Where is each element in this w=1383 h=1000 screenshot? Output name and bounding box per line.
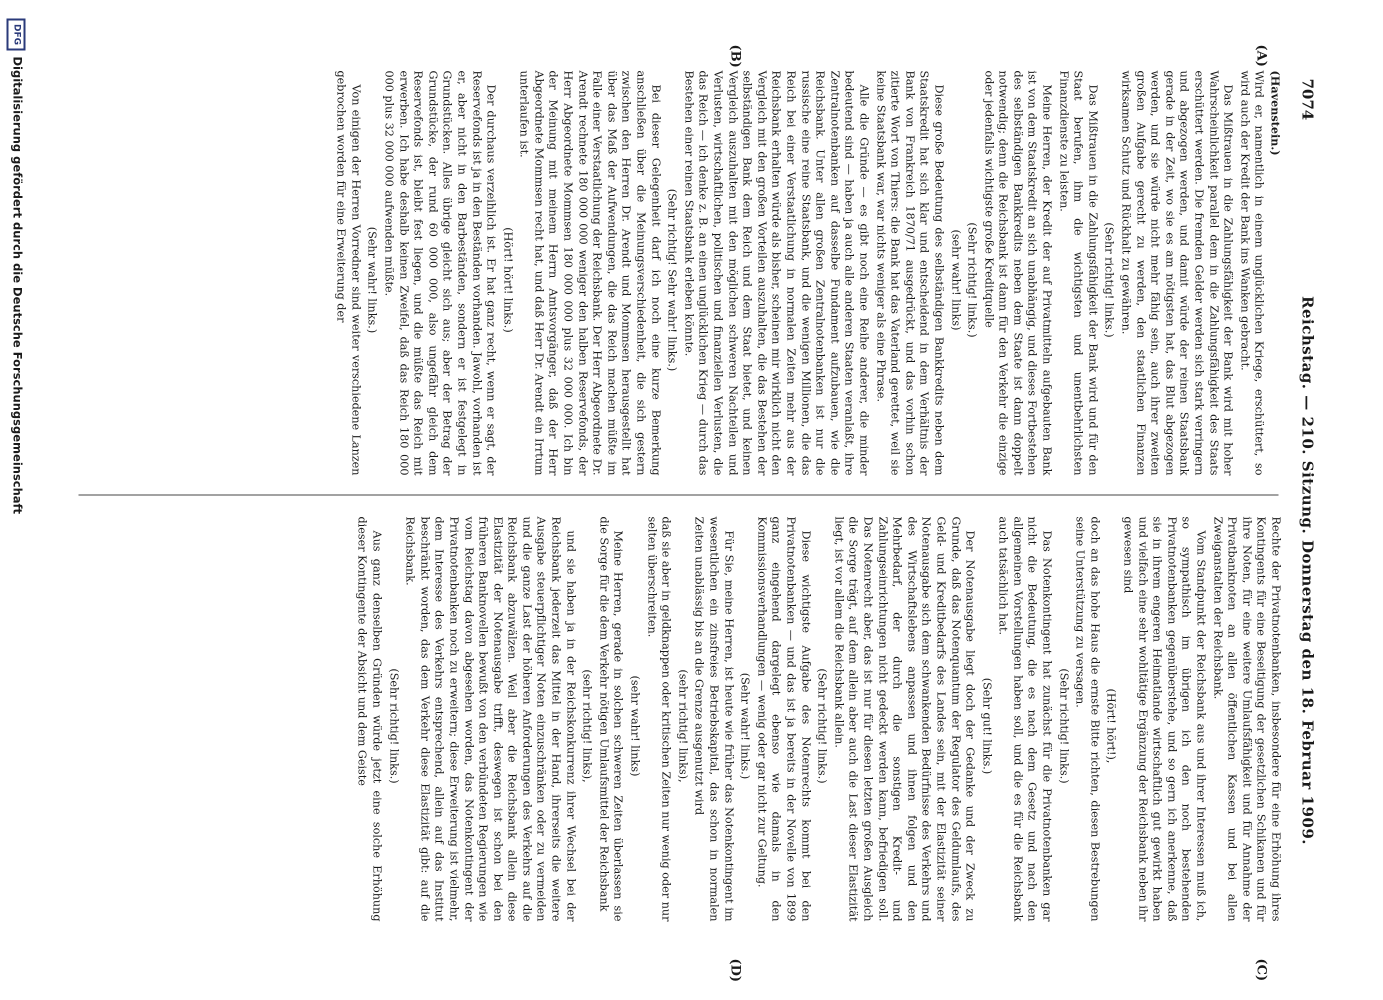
audience-reaction: (Sehr richtig! links.)	[1057, 668, 1071, 784]
footer-credit: Digitalisierung gefördert durch die Deutsche Forschungsgemeinschaft	[10, 56, 25, 515]
margin-marker-a: (A)	[1253, 44, 1269, 67]
paragraph: Diese wichtigste Aufgabe des Notenrechts kommt bei den Privatnotenbanken — und das ist ja bereits in der Novelle von 1899 ganz eingehend dargelegt ebenso wie damals in den Kommissionsverhandlungen — wenig oder gar nicht zur Geltung.	[755, 516, 813, 922]
paragraph: Wird er, namentlich in einem unglücklichen Kriege, erschüttert, so wird auch der Kredit der Bank ins Wanken gebracht.	[1238, 70, 1266, 476]
speaker-name: (Havenstein.)	[1268, 70, 1283, 156]
audience-reaction: (Sehr wahr! links.)	[738, 672, 752, 780]
paragraph: Alle die Gründe — es gibt noch eine Reihe anderer, die minder bedeutend sind — haben ja auch alle anderen Staaten veranlaßt, ihre Zentralnotenbanken auf dasselbe Fundament aufzubauen, wie die Reichsbank. Unter allen großen Zentralnotenbanken ist nur die russische eine reine Staatsbank, und die wenigen Millionen, die das Reich bei einer Verstaatlichung in normalen Zeiten mehr aus der Reichsbank erhalten würde als bisher, scheinen mir wirklich nicht den Vergleich mit den großen Vorteilen auszuhalten, die das Bestehen der selbständigen Bank dem Reich und dem Staat bietet, und keinen Vergleich auszuhalten mit den möglichen schweren Nachteilen und Verlusten, wirtschaftlichen, politischen und finanziellen Verlusten, die das Reich — ich denke z. B. an einen unglücklichen Krieg — durch das Bestehen einer reinen Staatsbank erleben könnte.	[682, 70, 871, 476]
audience-reaction: (Sehr richtig! links.)	[965, 222, 979, 338]
audience-reaction: (sehr richtig! links),	[676, 669, 690, 783]
paragraph: Meine Herren, der Kredit der auf Privatmitteln aufgebauten Bank ist von dem Staatskredit an sich unabhängig, und dieses Fortbestehen des selbständigen Bankkredits neben dem Staate ist dann doppelt notwendig; denn die Reichsbank ist dann für den Verkehr die einzige oder jedenfalls wichtigste große Kreditquelle	[982, 70, 1054, 476]
paragraph: Der durchaus verzeihlich ist. Er hat ganz recht, wenn er sagt, der Reservefonds ist ja in den Beständen vorhanden. Jawohl, vorhanden ist er, aber nicht in den Barbeständen, sondern er ist festgelegt in Grundstücken. Alles übrige gleicht sich aus; aber der Betrag der Grundstücke, der rund 60 000 000, also ungefähr gleich dem Reservefonds ist, bleibt fest liegen, und die müßte das Reich mit erwerben. Ich habe deshalb keinen Zweifel, daß das Reich 180 000 000 plus 32 000 000 aufwenden müßte.	[382, 70, 498, 476]
audience-reaction: (sehr wahr! links)	[949, 229, 963, 331]
paragraph: daß sie aber in geldknappen oder kritischen Zeiten nur wenig oder nur selten überschreiten.	[645, 516, 673, 922]
paragraph: Vom Standpunkt der Reichsbank aus und ihrer Interessen muß ich, so sympathisch im übrigen ich den noch bestehenden Privatnotenbanken gegenüberstehe, und so gern ich anerkenne, daß sie in ihrem engeren Heimatlande wirtschaftlich gut gewirkt haben und vielfach eine sehr wohltätige Ergänzung der Reichsbank neben ihr gewesen sind	[1121, 516, 1208, 922]
paragraph: Meine Herren, gerade in solchen schweren Zeiten überlassen sie die Sorge für die dem Verkehr nötigen Umlaufsmittel der Reichsbank	[597, 516, 625, 922]
paragraph: Von einigen der Herren Vorredner sind weiter verschiedene Lanzen gebrochen worden für eine Erweiterung der	[334, 70, 363, 476]
dfg-logo: DFG	[7, 19, 26, 51]
column-divider	[79, 495, 1279, 496]
right-text-column	[68, 517, 1283, 922]
audience-reaction: (Sehr gut! links.)	[980, 677, 994, 775]
page-title: Reichstag. — 210. Sitzung. Donnerstag den 18. Februar 1909.	[1298, 295, 1317, 845]
left-text-column	[68, 71, 1283, 476]
paragraph: Rechte der Privatnotenbanken, insbesondere für eine Erhöhung ihres Kontingents für eine Beseitigung der gesetzlichen Schikanen und für ihre Noten, für eine weitere Umlaufsfähigkeit und für Annahme der Privatbanknoten an allen öffentlichen Kassen und bei allen Zweiganstalten der Reichsbank.	[1211, 516, 1283, 922]
audience-reaction: (sehr wahr! links)	[628, 675, 642, 777]
paragraph: Bei dieser Gelegenheit darf ich noch eine kurze Bemerkung anschließen über die Meinungsverschiedenheit, die sich gestern zwischen den Herren Dr. Arendt und Mommsen herausgestellt hat über das Maß der Aufwendungen, die das Reich machen müßte im Falle einer Verstaatlichung der Reichsbank. Der Herr Abgeordnete Dr. Arendt rechnete 180 000 000 weniger den halben Reservefonds, der Herr Abgeordnete Mommsen 180 000 000 plus 32 000 000. Ich bin der Meinung mit meinem Herrn Amtsvorgänger, daß der Herr Abgeordnete Mommsen recht hat, und daß Herr Dr. Arendt ein Irrtum unterlaufen ist.	[517, 70, 663, 476]
paragraph: Der Notenausgabe liegt doch der Gedanke und der Zweck zu Grunde, daß das Notenquantum der Regulator des Geldumlaufs, des Geld- und Kreditbedarfs des Landes sein, mit der Elastizität seiner Notenausgabe sich dem schwankenden Bedürfnisse des Verkehrs und des Wirtschaftslebens anpassen und ihnen folgen und den Mehrbedarf, der durch die sonstigen Kredit- und Zahlungseinrichtungen nicht gedeckt werden kann, befriedigen soll. Das Notenrecht aber, das ist nur für diesen letzten großen Ausgleich die Sorge trägt, auf dem allein aber auch die Last dieser Elastizität liegt, ist vor allem die Reichsbank allein.	[832, 516, 977, 922]
audience-reaction: (Hört! hört! links.)	[501, 227, 515, 333]
margin-marker-d: (D)	[727, 958, 743, 983]
paragraph: Für Sie, meine Herren, ist heute wie früher das Notenkontingent im wesentlichen ein zinsfreies Betriebskapital, das schon in normalen Zeiten unablässig bis an die Grenze ausgenutzt wird	[692, 516, 736, 922]
document-page	[0, 1, 1383, 1000]
paragraph: doch an das hohe Haus die ernste Bitte richten, diesen Bestrebungen seine Unterstützung zu versagen.	[1073, 516, 1102, 922]
audience-reaction: (Sehr wahr! links.)	[365, 226, 379, 334]
paragraph: Diese große Bedeutung des selbständigen Bankkredits neben dem Staatskredit hat sich klar und entscheidend in dem Verhältnis der Bank von Frankreich 1870/71 ausgedrückt, und das vorhin schon zitierte Wort von Thiers: die Bank hat das Vaterland gerettet, weil sie keine Staatsbank war, war nichts weniger als eine Phrase.	[874, 70, 946, 476]
paragraph: Das Mißtrauen in die Zahlungsfähigkeit der Bank wird und für den Staat berufen, ihm die wichtigsten und unentbehrlichsten Finanzdienste zu leisten.	[1057, 70, 1100, 476]
margin-marker-c: (C)	[1253, 958, 1269, 982]
page-header	[1291, 41, 1321, 961]
paragraph: Das Notenkontingent hat zunächst für die Privatnotenbanken gar nicht die Bedeutung, die es nach dem Gesetz und nach den allgemeinen Vorstellungen haben soll, und die es für die Reichsbank auch tatsächlich hat.	[996, 516, 1054, 922]
audience-reaction: (Hört! hört!),	[1104, 688, 1118, 764]
paragraph: Das Mißtrauen in die Zahlungsfähigkeit der Bank wird mit hoher Wahrscheinlichkeit parallel dem in die Zahlungsfähigkeit des Staats erschüttert werden. Die fremden Gelder werden sich stark verringern und abgezogen werden, und damit würde der reinen Staatsbank gerade in der Zeit, wo sie es am nötigsten hat, das Blut abgezogen werden, und sie würde nicht mehr fähig sein, auch ihrer zweiten großen Aufgabe gerecht zu werden, den staatlichen Finanzen wirksamen Schutz und Rückhalt zu gewähren.	[1119, 70, 1235, 476]
paragraph: Aus ganz denselben Gründen würde jetzt eine solche Erhöhung dieser Kontingente der Absicht und dem Geiste	[355, 516, 384, 922]
audience-reaction: (Sehr richtig! links.)	[387, 668, 401, 784]
paragraph: und sie haben ja in der Reichskonkurrenz ihrer Wechsel bei der Reichsbank jederzeit das Mittel in der Hand, ihrerseits die weitere Ausgabe steuerpflichtiger Noten einzuschränken oder zu vermeiden und die ganze Last der höheren Anforderungen des Verkehrs auf die Reichsbank abzuwälzen. Weil aber die Reichsbank allein diese Elastizität der Notenausgabe trifft, deswegen ist schon bei den früheren Banknovellen bewußt von den verbündeten Regierungen wie vom Reichstag davon abgesehen worden, das Notenkontingent der Privatnotenbanken noch zu erweitern; diese Erweiterung ist vielmehr, dem Interesse des Verkehrs entsprechend, allein auf das Institut beschränkt worden, das dem Verkehr diese Elastizität gibt: auf die Reichsbank.	[403, 516, 578, 922]
audience-reaction: (Sehr richtig! links.)	[1102, 222, 1116, 338]
page-footer	[6, 1, 28, 1000]
audience-reaction: (Sehr richtig! links.)	[815, 668, 829, 784]
margin-marker-b: (B)	[727, 44, 743, 68]
page-number: 7074	[1298, 78, 1317, 121]
audience-reaction: (sehr richtig! links),	[580, 669, 594, 783]
audience-reaction: (Sehr richtig! Sehr wahr! links.)	[665, 188, 679, 372]
